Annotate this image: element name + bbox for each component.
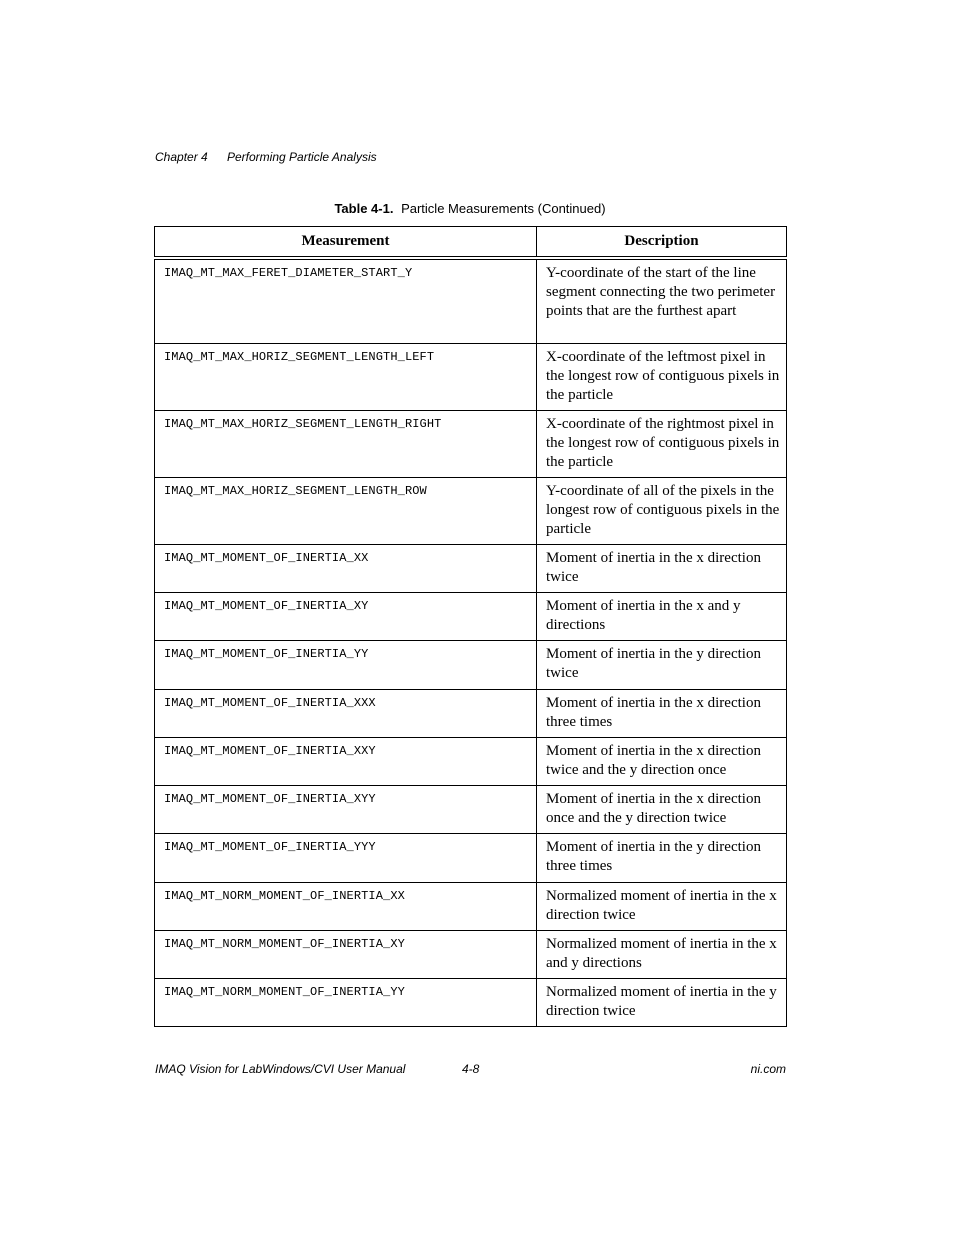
measurement-cell: IMAQ_MT_NORM_MOMENT_OF_INERTIA_XX (155, 882, 537, 930)
table-row (155, 343, 787, 410)
table-row (155, 258, 787, 343)
header-description: Description (537, 227, 787, 259)
description-cell: Moment of inertia in the x direction once and the y direction twice (537, 785, 787, 833)
description-cell: Moment of inertia in the x and y directions (537, 592, 787, 640)
table-row (155, 833, 787, 882)
measurement-cell: IMAQ_MT_MOMENT_OF_INERTIA_XXX (155, 689, 537, 737)
table-caption-number: Table 4-1. (334, 201, 394, 216)
header-measurement: Measurement (155, 227, 537, 259)
table-caption (155, 201, 785, 216)
table-row (155, 978, 787, 1026)
description-cell: Y-coordinate of all of the pixels in the longest row of contiguous pixels in the particle (537, 477, 787, 544)
table-row (155, 737, 787, 785)
description-cell: X-coordinate of the rightmost pixel in the longest row of contiguous pixels in the particle (537, 410, 787, 477)
table-row (155, 592, 787, 640)
running-head (155, 150, 377, 164)
table-body (155, 258, 787, 1026)
description-cell: Moment of inertia in the x direction twice (537, 544, 787, 592)
measurement-cell: IMAQ_MT_MAX_HORIZ_SEGMENT_LENGTH_LEFT (155, 343, 537, 410)
table-caption-text: Particle Measurements (Continued) (401, 201, 606, 216)
chapter-label: Chapter 4 (155, 150, 208, 164)
table-header-row (155, 227, 787, 259)
measurement-cell: IMAQ_MT_MOMENT_OF_INERTIA_XXY (155, 737, 537, 785)
table-row (155, 410, 787, 477)
measurement-cell: IMAQ_MT_MOMENT_OF_INERTIA_XYY (155, 785, 537, 833)
footer-site: ni.com (750, 1062, 786, 1076)
measurement-cell: IMAQ_MT_MOMENT_OF_INERTIA_XY (155, 592, 537, 640)
measurement-cell: IMAQ_MT_MAX_FERET_DIAMETER_START_Y (155, 258, 537, 343)
measurement-cell: IMAQ_MT_MOMENT_OF_INERTIA_YYY (155, 833, 537, 882)
table-row (155, 785, 787, 833)
table-row (155, 689, 787, 737)
description-cell: Normalized moment of inertia in the y direction twice (537, 978, 787, 1026)
measurement-cell: IMAQ_MT_NORM_MOMENT_OF_INERTIA_YY (155, 978, 537, 1026)
description-cell: Moment of inertia in the x direction twice and the y direction once (537, 737, 787, 785)
table-row (155, 640, 787, 689)
description-cell: Normalized moment of inertia in the x direction twice (537, 882, 787, 930)
measurement-cell: IMAQ_MT_MOMENT_OF_INERTIA_YY (155, 640, 537, 689)
description-cell: Moment of inertia in the y direction twice (537, 640, 787, 689)
measurement-cell: IMAQ_MT_MAX_HORIZ_SEGMENT_LENGTH_ROW (155, 477, 537, 544)
description-cell: Moment of inertia in the y direction three times (537, 833, 787, 882)
description-cell: Moment of inertia in the x direction three times (537, 689, 787, 737)
chapter-title: Performing Particle Analysis (227, 150, 377, 164)
table-row (155, 544, 787, 592)
table-row (155, 882, 787, 930)
footer-manual-title: IMAQ Vision for LabWindows/CVI User Manual (155, 1062, 406, 1076)
measurement-cell: IMAQ_MT_MOMENT_OF_INERTIA_XX (155, 544, 537, 592)
description-cell: Normalized moment of inertia in the x and y directions (537, 930, 787, 978)
footer-page-number: 4-8 (462, 1062, 480, 1076)
table-row (155, 477, 787, 544)
description-cell: Y-coordinate of the start of the line segment connecting the two perimeter points that are the furthest apart (537, 258, 787, 343)
measurement-cell: IMAQ_MT_NORM_MOMENT_OF_INERTIA_XY (155, 930, 537, 978)
description-cell: X-coordinate of the leftmost pixel in the longest row of contiguous pixels in the particle (537, 343, 787, 410)
particle-measurements-table (154, 226, 787, 1027)
measurement-cell: IMAQ_MT_MAX_HORIZ_SEGMENT_LENGTH_RIGHT (155, 410, 537, 477)
table-row (155, 930, 787, 978)
